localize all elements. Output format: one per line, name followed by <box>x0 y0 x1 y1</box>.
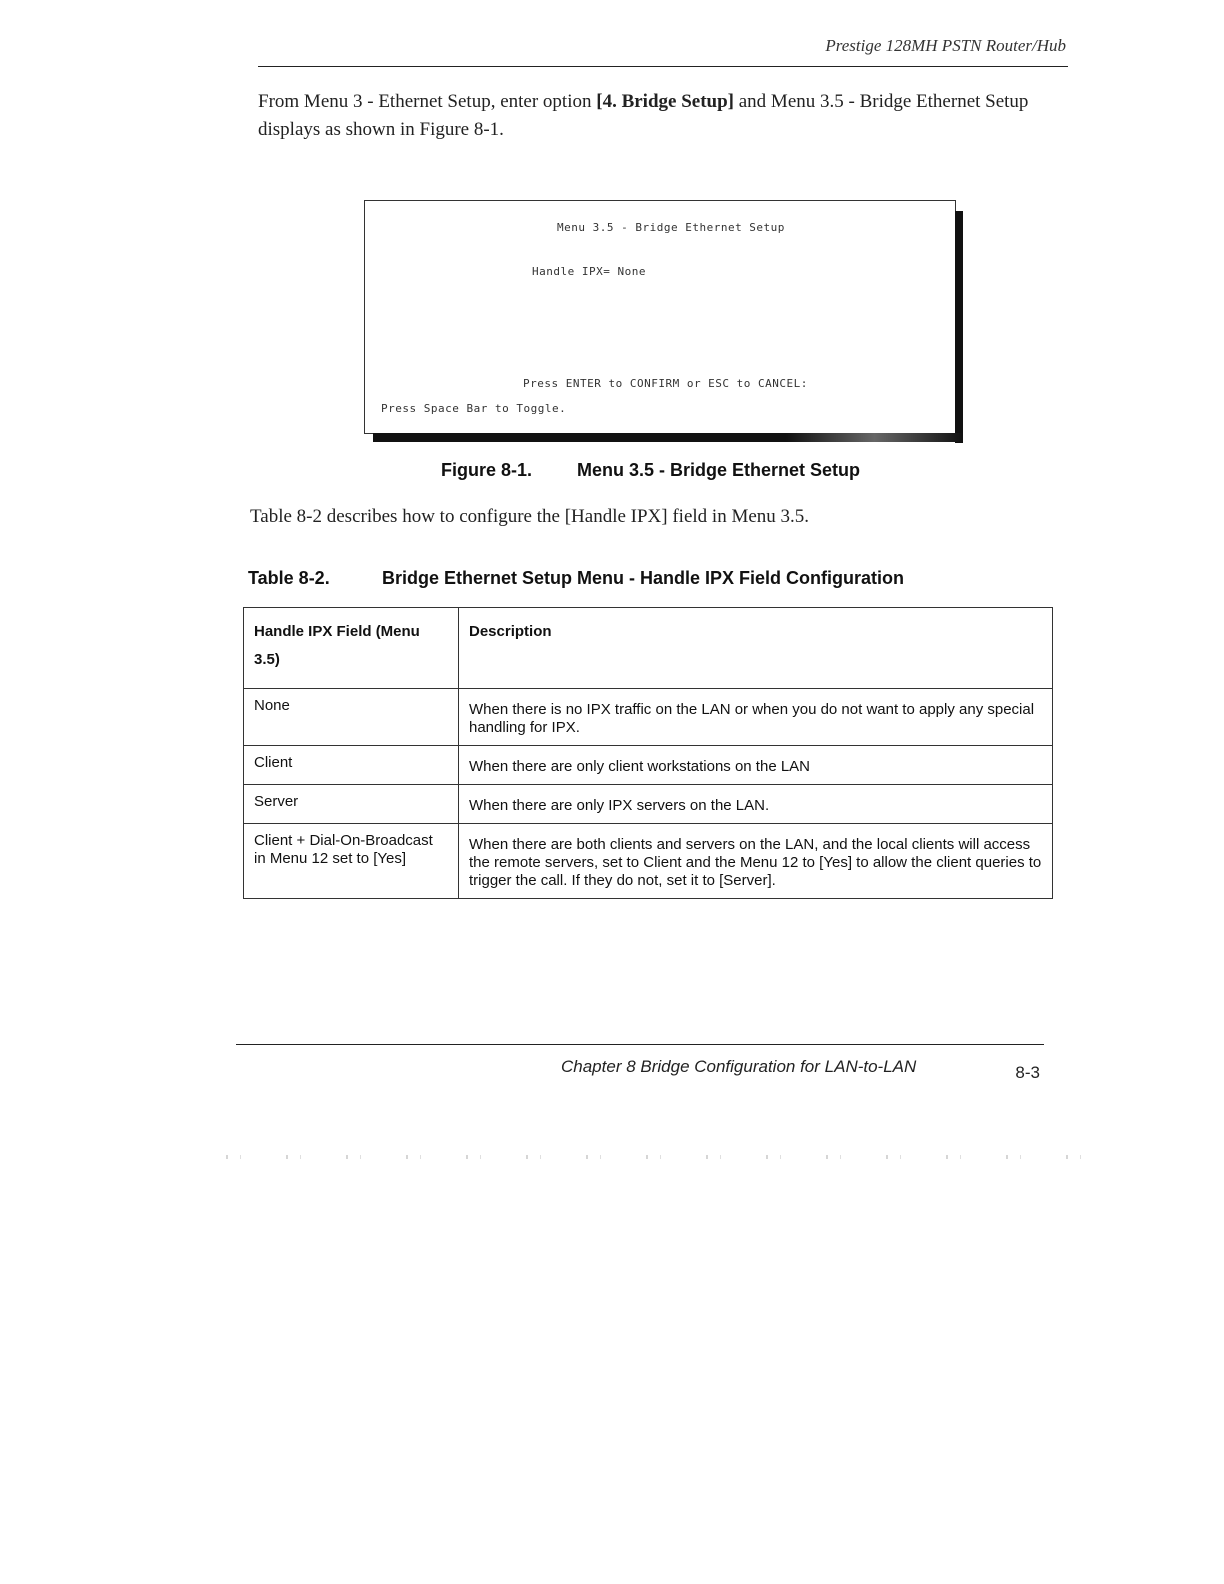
running-footer <box>236 1044 1044 1085</box>
row-description: When there is no IPX traffic on the LAN or when you do not want to apply any special handling for IPX. <box>459 689 1053 746</box>
row-description: When there are both clients and servers on the LAN, and the local clients will access the remote servers, set to Client and the Menu 12 to [Yes] to allow the client queries to trigger the call. If they do not, set it to [Server]. <box>459 824 1053 899</box>
table-title: Bridge Ethernet Setup Menu - Handle IPX Field Configuration <box>382 568 905 588</box>
row-field: Server <box>244 785 459 824</box>
table-caption <box>248 568 904 589</box>
page-number: 8-3 <box>1015 1063 1040 1082</box>
terminal-shadow-right <box>955 211 963 443</box>
figure-caption <box>441 460 860 481</box>
terminal-field-line: Handle IPX= None <box>532 265 646 278</box>
running-title: Prestige 128MH PSTN Router/Hub <box>825 36 1066 55</box>
footer-chapter: Chapter 8 Bridge Configuration for LAN-to-LAN <box>561 1057 917 1076</box>
terminal-screen <box>364 200 956 434</box>
describe-paragraph: Table 8-2 describes how to configure the [Handle IPX] field in Menu 3.5. <box>250 506 810 527</box>
intro-option: [4. Bridge Setup] <box>596 91 734 112</box>
figure-title: Menu 3.5 - Bridge Ethernet Setup <box>577 460 861 480</box>
terminal-title: Menu 3.5 - Bridge Ethernet Setup <box>557 221 785 234</box>
row-description: When there are only client workstations on the LAN <box>459 746 1053 785</box>
terminal-hint-line: Press Space Bar to Toggle. <box>381 402 567 415</box>
intro-text-1: From Menu 3 - Ethernet Setup, enter option <box>258 91 597 112</box>
table-header-row <box>244 608 1053 689</box>
row-field: Client <box>244 746 459 785</box>
intro-paragraph <box>258 88 1058 144</box>
row-field: Client + Dial-On-Broadcast in Menu 12 set to [Yes] <box>244 824 459 899</box>
row-description: When there are only IPX servers on the LAN. <box>459 785 1053 824</box>
table-number: Table 8-2. <box>248 568 330 588</box>
table-row <box>244 689 1053 746</box>
terminal-confirm-line: Press ENTER to CONFIRM or ESC to CANCEL: <box>523 377 808 390</box>
config-table <box>243 607 1053 899</box>
figure-number: Figure 8-1. <box>441 460 533 480</box>
terminal-shadow-bottom <box>373 433 963 442</box>
row-field: None <box>244 689 459 746</box>
header-field: Handle IPX Field (Menu 3.5) <box>244 608 459 689</box>
table-row <box>244 785 1053 824</box>
table-row <box>244 824 1053 899</box>
table-row <box>244 746 1053 785</box>
header-description: Description <box>459 608 1053 689</box>
running-header <box>258 36 1068 67</box>
intro-text-2: and Menu 3.5 - Bridge Ethernet Setup displays as shown in Figure 8-1. <box>258 91 1029 140</box>
scan-artifact-line <box>226 1155 1096 1159</box>
